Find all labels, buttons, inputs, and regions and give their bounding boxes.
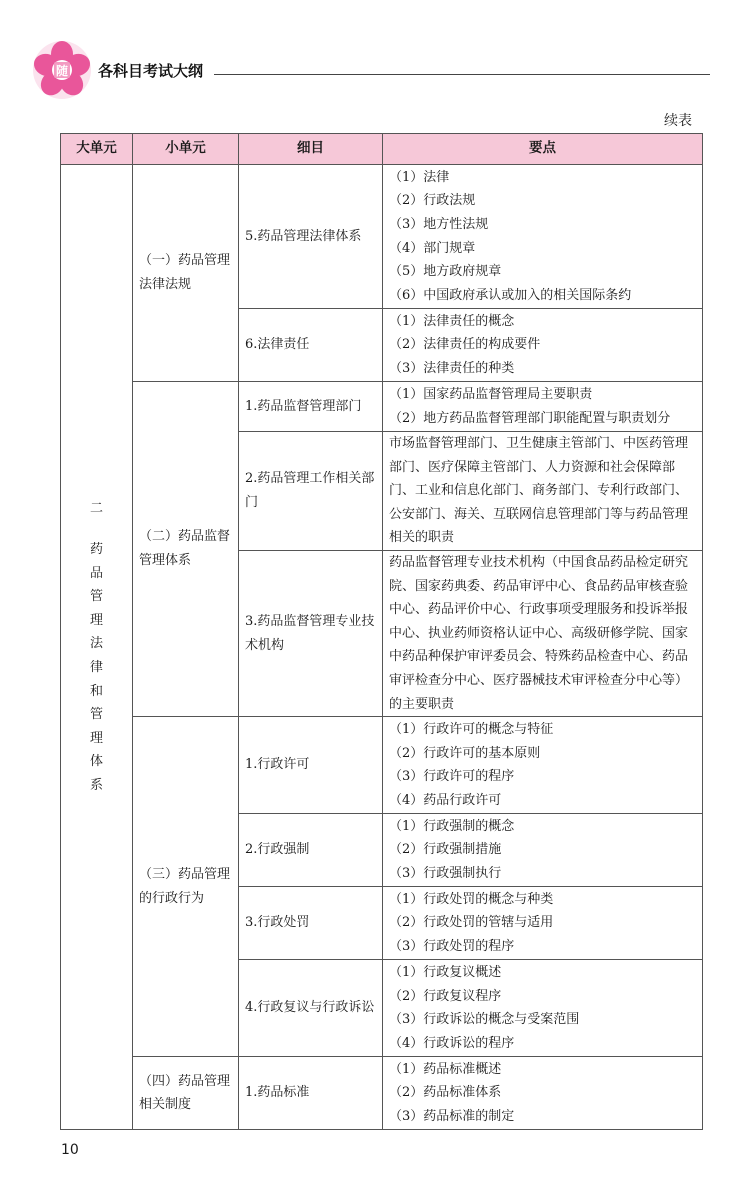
- detail-cell: 2.药品管理工作相关部门: [239, 432, 383, 551]
- subunit-cell: （二）药品监督管理体系: [133, 382, 239, 717]
- points-cell: [383, 432, 703, 551]
- detail-cell: 1.药品监督管理部门: [239, 382, 383, 432]
- point-item: （3）法律责任的种类: [389, 360, 515, 376]
- table-row: [61, 165, 703, 309]
- point-item: （1）行政强制的概念: [389, 818, 515, 834]
- table-row: [61, 717, 703, 814]
- points-cell: [383, 309, 703, 382]
- flower-logo-icon: [30, 38, 94, 102]
- logo-text: 随: [55, 64, 69, 78]
- point-item: （2）法律责任的构成要件: [389, 337, 541, 353]
- points-cell: [383, 165, 703, 309]
- point-item: （2）行政复议程序: [389, 988, 502, 1004]
- table-row: [61, 1057, 703, 1130]
- detail-cell: 2.行政强制: [239, 814, 383, 887]
- points-cell: [383, 887, 703, 960]
- page-number: 10: [61, 1142, 79, 1158]
- detail-cell: 6.法律责任: [239, 309, 383, 382]
- point-item: （1）法律责任的概念: [389, 313, 515, 329]
- point-item: （3）行政诉讼的概念与受案范围: [389, 1012, 580, 1028]
- point-item: （4）部门规章: [389, 240, 476, 256]
- point-item: （1）行政处罚的概念与种类: [389, 891, 554, 907]
- point-item: （3）行政许可的程序: [389, 769, 515, 785]
- points-cell: [383, 960, 703, 1057]
- point-item: （3）地方性法规: [389, 216, 489, 232]
- continued-label: 续表: [664, 113, 692, 129]
- point-item: （1）行政复议概述: [389, 964, 502, 980]
- detail-cell: 5.药品管理法律体系: [239, 165, 383, 309]
- point-item: （6）中国政府承认或加入的相关国际条约: [389, 287, 632, 303]
- detail-cell: 3.药品监督管理专业技术机构: [239, 550, 383, 716]
- page-header-title: 各科目考试大纲: [98, 62, 204, 80]
- page-header: [30, 38, 710, 108]
- point-item: （1）国家药品监督管理局主要职责: [389, 386, 593, 402]
- detail-cell: 4.行政复议与行政诉讼: [239, 960, 383, 1057]
- points-cell: [383, 1057, 703, 1130]
- point-item: （1）法律: [389, 169, 450, 185]
- point-item: （1）药品标准概述: [389, 1061, 502, 1077]
- point-item: （3）行政处罚的程序: [389, 938, 515, 954]
- column-header: 大单元: [61, 134, 133, 165]
- point-item: （2）行政许可的基本原则: [389, 745, 541, 761]
- point-item: （3）行政强制执行: [389, 865, 502, 881]
- detail-cell: 1.药品标准: [239, 1057, 383, 1130]
- point-item: （3）药品标准的制定: [389, 1108, 515, 1124]
- syllabus-table: [60, 133, 703, 1130]
- major-unit-name: 药品管理法律和管理体系: [89, 542, 103, 794]
- detail-cell: 1.行政许可: [239, 717, 383, 814]
- points-cell: [383, 814, 703, 887]
- points-cell: [383, 382, 703, 432]
- points-cell: [383, 550, 703, 716]
- subunit-cell: （三）药品管理的行政行为: [133, 717, 239, 1057]
- point-item: （2）行政法规: [389, 193, 476, 209]
- point-item: （2）行政处罚的管辖与适用: [389, 915, 554, 931]
- table-row: [61, 382, 703, 432]
- column-header: 要点: [383, 134, 703, 165]
- point-item: （4）药品行政许可: [389, 792, 502, 808]
- point-item: （1）行政许可的概念与特征: [389, 721, 554, 737]
- points-cell: [383, 717, 703, 814]
- point-item: （2）行政强制措施: [389, 842, 502, 858]
- table-header-row: [61, 134, 703, 165]
- point-item: （2）药品标准体系: [389, 1085, 502, 1101]
- point-item: （4）行政诉讼的程序: [389, 1035, 515, 1051]
- point-paragraph: 药品监督管理专业技术机构（中国食品药品检定研究院、国家药典委、药品审评中心、食品药品审核查验中心、药品评价中心、行政事项受理服务和投诉举报中心、执业药师资格认证中心、高级研修学院、国家中药品种保护审评委员会、特殊药品检查中心、药品审评检查分中心、医疗器械技术审评检查分中心等）的主要职责: [389, 554, 689, 712]
- major-unit-number: 二: [89, 500, 103, 516]
- column-header: 小单元: [133, 134, 239, 165]
- subunit-cell: （一）药品管理法律法规: [133, 165, 239, 382]
- point-item: （2）地方药品监督管理部门职能配置与职责划分: [389, 410, 671, 426]
- subunit-cell: （四）药品管理相关制度: [133, 1057, 239, 1130]
- header-divider: [214, 74, 710, 75]
- column-header: 细目: [239, 134, 383, 165]
- detail-cell: 3.行政处罚: [239, 887, 383, 960]
- point-item: （5）地方政府规章: [389, 264, 502, 280]
- point-paragraph: 市场监督管理部门、卫生健康主管部门、中医药管理部门、医疗保障主管部门、人力资源和社会保障部门、工业和信息化部门、商务部门、专利行政部门、公安部门、海关、互联网信息管理部门等与药品管理相关的职责: [389, 436, 689, 546]
- major-unit-cell: [61, 165, 133, 1130]
